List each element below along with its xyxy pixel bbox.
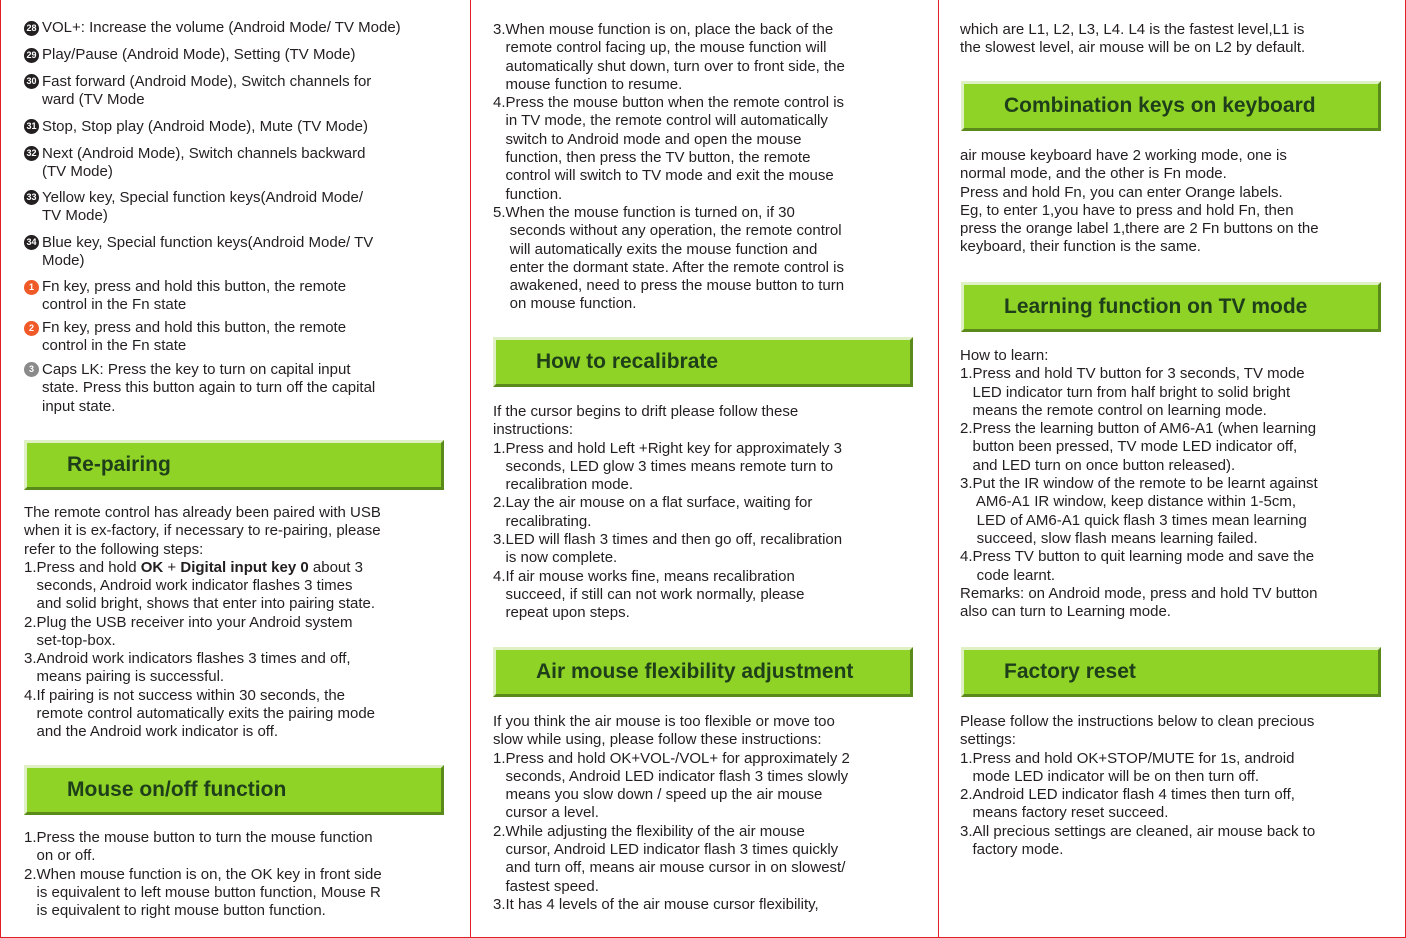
digital-key-label: Digital input key 0	[180, 559, 309, 576]
combination-body: air mouse keyboard have 2 working mode, one is normal mode, and the other is Fn mode. Press and hold Fn, you can enter Orange labels. Eg, to enter 1,you have to press and hold Fn, then press the orange label 1,there are 2 Fn buttons on the keyboard, their function is the same.	[960, 147, 1319, 256]
badge-2-icon: 2	[24, 321, 39, 336]
key-item-3: Caps LK: Press the key to turn on capital input state. Press this button again to turn off the capital input state.	[42, 361, 376, 415]
repairing-steps: seconds, Android work indicator flashes 3 times and solid bright, shows that enter into pairing state. 2.Plug the USB receiver into your Android system set-top-box. 3.Android work indicators flashes 3 times and off, means pairing is successful. 4.If pairing is not success within 30 seconds, the remote control automatically exits the pairing mode and the Android work indicator is off.	[24, 577, 376, 741]
section-title: Mouse on/off function	[67, 778, 287, 801]
mouse-onoff-body: 1.Press the mouse button to turn the mouse function on or off. 2.When mouse function is on, the OK key in front side is equivalent to left mouse button function, Mouse R is equivalent to right mouse button function.	[24, 829, 382, 920]
factory-body: Please follow the instructions below to clean precious settings: 1.Press and hold OK+STOP/MUTE for 1s, android mode LED indicator will be on then turn off. 2.Android LED indicator flash 4 times then turn off, means factory reset succeed. 3.All precious settings are cleaned, air mouse back to factory mode.	[960, 713, 1316, 859]
badge-34-icon: 34	[24, 235, 39, 250]
badge-30-icon: 30	[24, 74, 39, 89]
key-item-30: Fast forward (Android Mode), Switch channels for ward (TV Mode	[42, 73, 372, 109]
key-item-34: Blue key, Special function keys(Android Mode/ TV Mode)	[42, 234, 374, 270]
key-item-1: Fn key, press and hold this button, the remote control in the Fn state	[42, 278, 347, 314]
section-flexibility-header	[493, 647, 913, 697]
section-title: Combination keys on keyboard	[1004, 94, 1316, 117]
step1-prefix: 1.Press and hold	[24, 559, 141, 576]
recalibrate-body: If the cursor begins to drift please follow these instructions: 1.Press and hold Left +Right key for approximately 3 seconds, LED glow 3 times means remote turn to recalibration mode. 2.Lay the air mouse on a flat surface, waiting for recalibrating. 3.LED will flash 3 times and then go off, recalibration is now complete. 4.If air mouse works fine, means recalibration succeed, if still can not work normally, please repeat upon steps.	[493, 403, 843, 622]
learning-body: How to learn: 1.Press and hold TV button for 3 seconds, TV mode LED indicator turn from half bright to solid bright means the remote control on learning mode. 2.Press the learning button of AM6-A1 (when learning button been pressed, TV mode LED indicator off, and LED turn on once button released). 3.Put the IR window of the remote to be learnt against AM6-A1 IR window, keep distance within 1-5cm, LED of AM6-A1 quick flash 3 times mean learning succeed, slow flash means learning failed. 4.Press TV button to quit learning mode and save the code learnt. Remarks: on Android mode, press and hold TV button also can turn to Learning mode.	[960, 347, 1318, 621]
section-title: Factory reset	[1004, 660, 1136, 683]
key-item-2: Fn key, press and hold this button, the remote control in the Fn state	[42, 319, 347, 355]
repairing-intro: The remote control has already been paired with USB when it is ex-factory, if necessary to re-pairing, please refer to the following steps:	[24, 504, 381, 558]
step1-suffix: about 3	[308, 559, 363, 576]
flexibility-continued: which are L1, L2, L3, L4. L4 is the fastest level,L1 is the slowest level, air mouse will be on L2 by default.	[960, 21, 1306, 57]
flexibility-body: If you think the air mouse is too flexible or move too slow while using, please follow these instructions: 1.Press and hold OK+VOL-/VOL+ for approximately 2 seconds, Android LED indicator flash 3 times slowly means you slow down / speed up the air mouse cursor a level. 2.While adjusting the flexibility of the air mouse cursor, Android LED indicator flash 3 times quickly and turn off, means air mouse cursor in on slowest/ fastest speed. 3.It has 4 levels of the air mouse cursor flexibility,	[493, 713, 850, 913]
badge-33-icon: 33	[24, 190, 39, 205]
badge-29-icon: 29	[24, 48, 39, 63]
ok-key-label: OK	[140, 559, 164, 576]
section-title: Re-pairing	[67, 453, 171, 476]
section-factory-header	[961, 647, 1381, 697]
section-title: Learning function on TV mode	[1004, 295, 1308, 318]
badge-3-icon: 3	[24, 362, 39, 377]
section-recalibrate-header	[493, 337, 913, 387]
key-item-33: Yellow key, Special function keys(Android Mode/ TV Mode)	[42, 189, 364, 225]
key-item-32: Next (Android Mode), Switch channels backward (TV Mode)	[42, 145, 366, 181]
key-item-28: VOL+: Increase the volume (Android Mode/ TV Mode)	[42, 19, 401, 36]
plus-sign: +	[163, 559, 181, 576]
repairing-step1	[24, 559, 363, 577]
badge-1-icon: 1	[24, 280, 39, 295]
section-mouse-header	[24, 765, 444, 815]
badge-28-icon: 28	[24, 21, 39, 36]
key-item-29: Play/Pause (Android Mode), Setting (TV Mode)	[42, 46, 356, 63]
section-title: How to recalibrate	[536, 350, 719, 373]
section-combination-header	[961, 81, 1381, 131]
section-learning-header	[961, 282, 1381, 332]
badge-31-icon: 31	[24, 119, 39, 134]
badge-32-icon: 32	[24, 146, 39, 161]
section-repairing-header	[24, 440, 444, 490]
key-item-31: Stop, Stop play (Android Mode), Mute (TV Mode)	[42, 118, 368, 135]
mouse-onoff-continued: 3.When mouse function is on, place the back of the remote control facing up, the mouse function will automatically shut down, turn over to front side, the mouse function to resume. 4.Press the mouse button when the remote control is in TV mode, the remote control will automatically switch to Android mode and open the mouse function, then press the TV button, the remote control will switch to TV mode and exit the mouse function. 5.When the mouse function is turned on, if 30 seconds without any operation, the remote control will automatically exits the mouse function and enter the dormant state. After the remote control is awakened, need to press the mouse button to turn on mouse function.	[493, 21, 845, 313]
section-title: Air mouse flexibility adjustment	[536, 660, 854, 683]
